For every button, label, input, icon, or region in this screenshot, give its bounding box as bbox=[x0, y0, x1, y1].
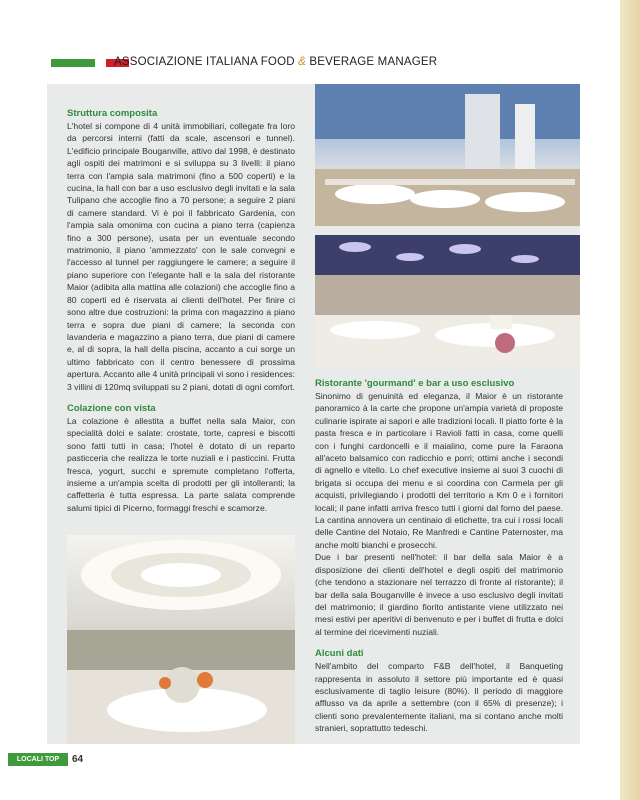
photo-mid-illustration bbox=[315, 235, 580, 367]
section-text-dati: Nell'ambito del comparto F&B dell'hotel, il Banqueting rappresenta in assoluto il settore più importante ed è quasi esclusivamente di taglio leisure (80%). Il periodo di maggiore afflusso va da aprile a settembre (con il 65% di presenze); i clienti sono prevalentemente italiani, ma si contano anche molti stranieri, soprattutto tedeschi. bbox=[315, 661, 563, 734]
section-title-dati: Alcuni dati bbox=[315, 648, 364, 660]
section-text-ristorante: Sinonimo di genuinità ed eleganza, il Maior è un ristorante panoramico à la carte che propone un'ampia varietà di proposte culinarie ispirate ai sapori e alle tradizioni locali. Il piatto forte è la pasta fresca e in particolare i Ravioli fatti in casa, come quelli con i funghi cardoncelli e il maialino, come pure la Faraona all'aceto balsamico con radicchio e porri; ottimi anche i secondi di agnello e vitello. Lo chef executive insieme ai suoi 3 cuochi di brigata si occupa dei menu e si coordina con Carmela per gli acquisti, privilegiando i prodotti del territorio a Km 0 e i fornitori locali; il pane infatti arriva fresco tutti i giorni dal forno del paese. La cantina annovera un centinaio di etichette, tra cui i rossi locali delle Cantine del Notaio, Re Manfredi e Cantine Paternoster, ma anche molti bianchi e prosecchi. bbox=[315, 391, 563, 550]
footer-section-label: LOCALI TOP bbox=[8, 753, 68, 766]
section-text-struttura: L'hotel si compone di 4 unità immobiliari, collegate fra loro da percorsi interni (fatti da scale, ascensori e tunnel). L'edificio principale Bouganville, attivo dal 1998, è destinato agli ospiti dei matrimoni e si sviluppa su 3 livelli: il piano terra con l'ampia sala matrimoni (fino a 500 coperti) e la cucina, la hall con bar a uso esclusivo degli invitati e la sala Tulipano che accoglie fino a 70 persone; a seguire 2 piani di camere standard. Vi è poi il fabbricato Gardenia, con l'ampia sala omonima con cucina a piano terra (capienza fino a 300 persone), usata per un eventuale secondo matrimonio, il piano 'ammezzato' con le sale convegni e l'accesso al tunnel per raggiungere le camere; a seguire il piano superiore con l'elegante hall e la sala del ristorante Maior (adibita alla mattina alle colazioni) che accoglie fino a 80 coperti ed è riservata ai clienti dell'hotel. Per finire ci sono altre due costruzioni: la prima con magazzino a piano terra e sopra due piani di camere; la seconda con lavanderia e magazzino a piano terra, due piani di camere e, al di sopra, la hall della piscina, accanto a cui sorge un ultimo fabbricato con il centro benessere di prossima apertura. Accanto alle 4 unità principali vi sono i residences: 3 villini di 120mq sviluppati su 2 piani, dotati di ogni comfort. bbox=[67, 121, 295, 392]
photo-chandelier-hall bbox=[67, 535, 295, 744]
photo-banquet-hall-middle bbox=[315, 235, 580, 367]
section-text-colazione: La colazione è allestita a buffet nella sala Maior, con specialità dolci e salate: crostate, torte, capresi e biscotti sono fatti tutti in casa; l'hotel è dotato di un reparto pasticceria che realizza le torte nuziali e i pasticcini. Frutta fresca, yogurt, succhi e spremute completano l'offerta, insieme a un'ampia scelta di prodotti per gli intolleranti; la caffetteria è tutta espressa. La parte salata comprende salumi tipici di Picerno, formaggi freschi e scamorze. bbox=[67, 415, 295, 513]
section-title-colazione: Colazione con vista bbox=[67, 402, 156, 414]
photo-bottom-illustration bbox=[67, 535, 295, 744]
header-title-amp: & bbox=[298, 56, 306, 68]
section-text-ristorante-bar: Due i bar presenti nell'hotel: il bar della sala Maior è a disposizione dei clienti dell'hotel e degli ospiti del matrimonio (che tendono a stazionare nel terrazzo di fronte al ristorante); il bar della sala Bouganville è invece a uso esclusivo degli invitati del matrimonio; il giardino fiorito antistante viene utilizzato nei mesi estivi per aperitivi di benvenuto e per i buffet di frutta e dolci al termine dei ricevimenti nuziali. bbox=[315, 552, 563, 637]
section-title-struttura: Struttura composita bbox=[67, 108, 158, 119]
photo-banquet-hall-top bbox=[315, 84, 580, 226]
page-number: 64 bbox=[72, 754, 84, 765]
header-green-bar bbox=[51, 59, 95, 67]
left-column bbox=[67, 108, 295, 514]
photo-top-illustration bbox=[315, 84, 580, 226]
header-title bbox=[114, 56, 437, 68]
right-column bbox=[315, 378, 563, 735]
decorative-side-strip bbox=[620, 0, 640, 800]
section-title-ristorante: Ristorante 'gourmand' e bar a uso esclusivo bbox=[315, 378, 515, 389]
header-title-part2: BEVERAGE MANAGER bbox=[306, 56, 438, 68]
header-title-part1: ASSOCIAZIONE ITALIANA FOOD bbox=[114, 56, 299, 68]
